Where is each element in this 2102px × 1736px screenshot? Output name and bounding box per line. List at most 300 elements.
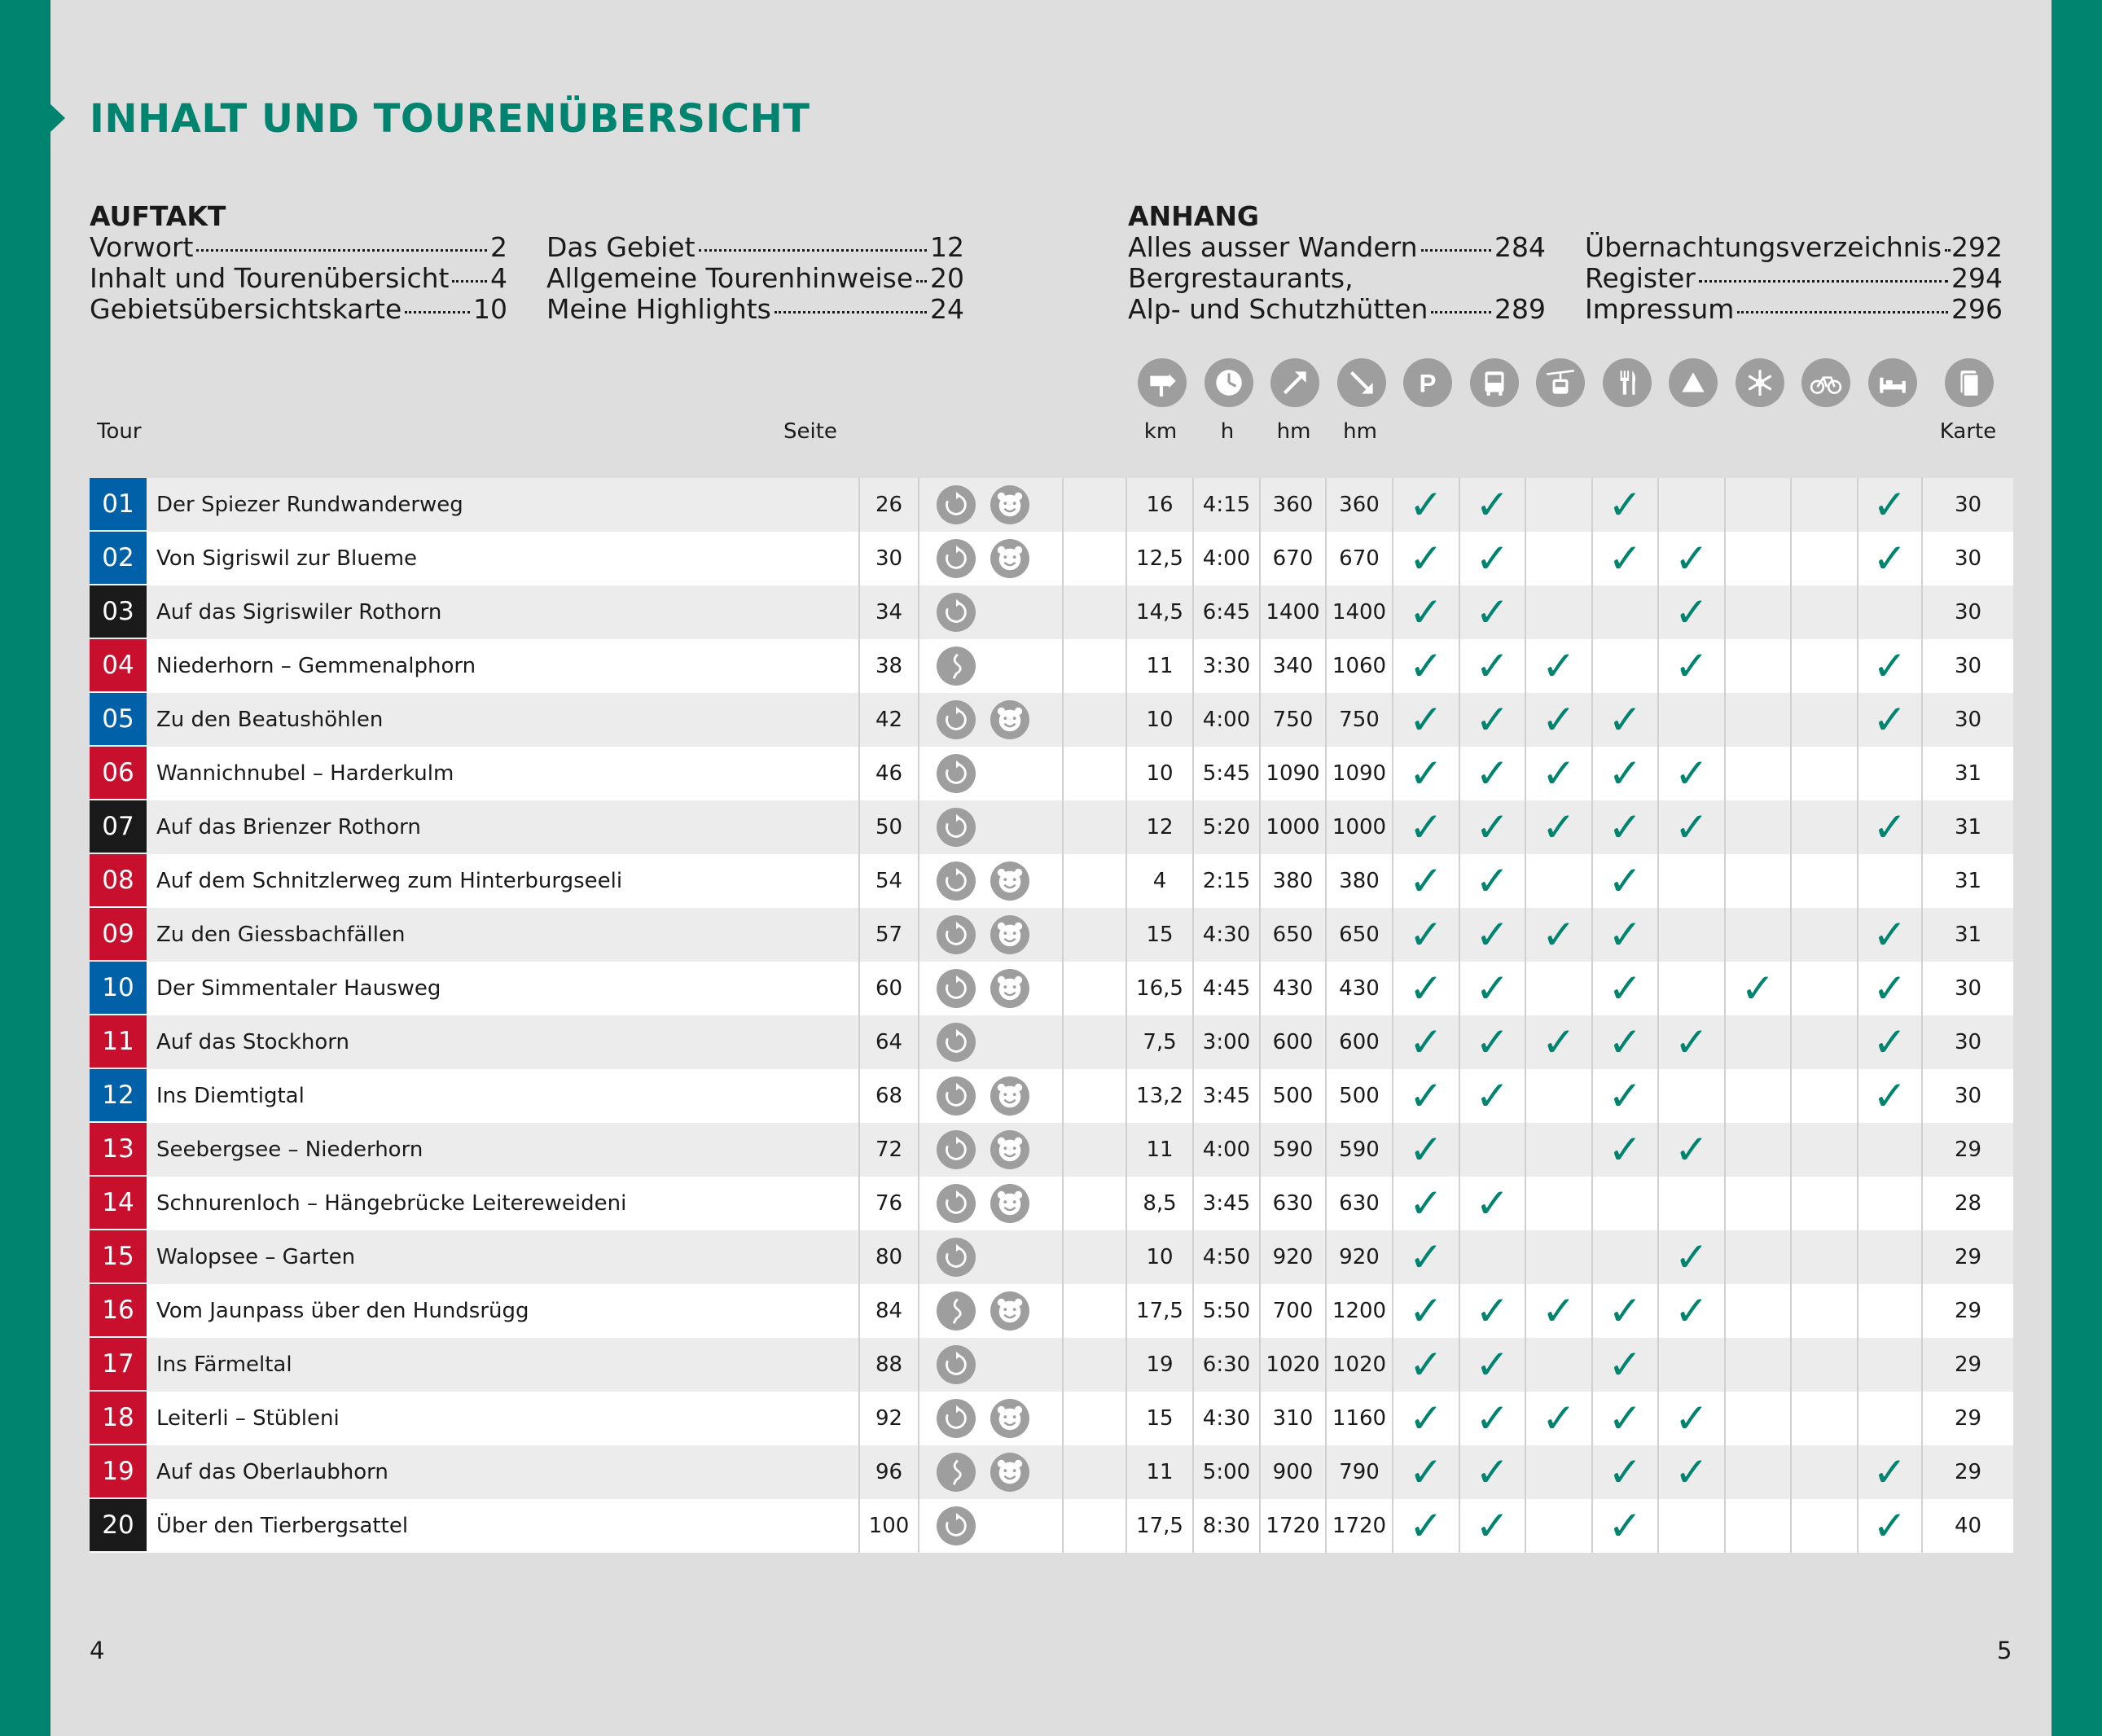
tour-name: Auf das Oberlaubhorn	[156, 1460, 388, 1484]
tour-type-cell	[919, 1392, 1064, 1445]
check-cell	[1393, 962, 1460, 1015]
table-row[interactable]	[90, 1338, 2013, 1392]
check-cell	[1726, 1177, 1792, 1230]
check-cell	[1659, 1499, 1726, 1553]
km-cell: 16,5	[1127, 962, 1194, 1015]
check-cell	[1460, 1392, 1526, 1445]
tour-type-cell	[919, 639, 1064, 693]
km-cell: 10	[1127, 1230, 1194, 1284]
check-cell	[1526, 908, 1593, 962]
blank-cell	[1064, 1445, 1127, 1499]
check-cell	[1726, 1015, 1792, 1069]
table-row[interactable]	[90, 962, 2013, 1015]
tour-name: Seebergsee – Niederhorn	[156, 1138, 423, 1162]
karte-cell: 30	[1954, 976, 1982, 1001]
blank-cell	[1064, 854, 1127, 908]
tour-type-cell	[919, 1230, 1064, 1284]
duration-cell: 3:45	[1194, 1177, 1261, 1230]
descent-cell: 500	[1327, 1069, 1393, 1123]
loop-route-icon	[937, 1506, 976, 1545]
cable-car-icon	[1536, 358, 1585, 407]
table-row[interactable]	[90, 639, 2013, 693]
checkmark-icon: ✓	[1475, 1180, 1510, 1227]
checkmark-icon: ✓	[1674, 750, 1709, 797]
check-cell	[1460, 747, 1526, 800]
check-cell	[1858, 1338, 1923, 1392]
tour-type-cell	[919, 1069, 1064, 1123]
duration-cell: 5:00	[1194, 1445, 1261, 1499]
check-cell	[1792, 1445, 1858, 1499]
checkmark-icon: ✓	[1608, 481, 1643, 528]
checkmark-icon: ✓	[1674, 804, 1709, 851]
seite-cell: 26	[860, 478, 919, 532]
check-cell	[1659, 1284, 1726, 1338]
tour-type-cell	[919, 1123, 1064, 1177]
km-cell: 4	[1127, 854, 1194, 908]
check-cell	[1593, 1445, 1659, 1499]
toc-entry[interactable]: Impressum 296	[1585, 293, 2003, 325]
family-friendly-icon	[990, 1076, 1029, 1116]
check-cell	[1460, 1338, 1526, 1392]
tour-number: 14	[90, 1177, 147, 1229]
check-cell	[1726, 1392, 1792, 1445]
check-cell	[1659, 1069, 1726, 1123]
checkmark-icon: ✓	[1475, 589, 1510, 636]
table-row[interactable]	[90, 1015, 2013, 1069]
toc-entry[interactable]: Gebietsübersichtskarte 10	[90, 293, 507, 325]
descent-cell: 1060	[1327, 639, 1393, 693]
blank-cell	[1064, 747, 1127, 800]
family-friendly-icon	[990, 1184, 1029, 1223]
tour-type-cell	[919, 1015, 1064, 1069]
checkmark-icon: ✓	[1475, 481, 1510, 528]
checkmark-icon: ✓	[1409, 857, 1443, 905]
ascent-cell: 500	[1261, 1069, 1327, 1123]
check-cell	[1593, 639, 1659, 693]
check-cell	[1460, 1177, 1526, 1230]
check-cell	[1393, 1177, 1460, 1230]
check-cell	[1460, 478, 1526, 532]
check-cell	[1593, 1177, 1659, 1230]
check-cell	[1460, 1069, 1526, 1123]
checkmark-icon: ✓	[1409, 535, 1443, 582]
ascent-cell: 430	[1261, 962, 1327, 1015]
checkmark-icon: ✓	[1542, 750, 1576, 797]
seite-cell: 76	[860, 1177, 919, 1230]
seite-cell: 60	[860, 962, 919, 1015]
check-cell	[1726, 532, 1792, 585]
col-header-hm-down: hm	[1343, 419, 1377, 444]
toc-entry[interactable]: Register 294	[1585, 262, 2003, 294]
ascent-cell: 380	[1261, 854, 1327, 908]
auftakt-heading: AUFTAKT	[90, 200, 226, 232]
km-cell: 8,5	[1127, 1177, 1194, 1230]
table-row[interactable]	[90, 693, 2013, 747]
check-cell	[1792, 478, 1858, 532]
duration-cell: 4:00	[1194, 1123, 1261, 1177]
table-row[interactable]	[90, 854, 2013, 908]
tour-name: Der Spiezer Rundwanderweg	[156, 493, 463, 517]
check-cell	[1593, 532, 1659, 585]
checkmark-icon: ✓	[1542, 1287, 1576, 1335]
check-cell	[1526, 747, 1593, 800]
checkmark-icon: ✓	[1872, 1072, 1907, 1120]
checkmark-icon: ✓	[1475, 965, 1510, 1012]
check-cell	[1659, 1338, 1726, 1392]
toc-entry[interactable]: Inhalt und Tourenübersicht 4	[90, 262, 507, 294]
check-cell	[1593, 1392, 1659, 1445]
seite-cell: 100	[860, 1499, 919, 1553]
table-row[interactable]	[90, 1123, 2013, 1177]
duration-cell: 5:50	[1194, 1284, 1261, 1338]
check-cell	[1393, 1069, 1460, 1123]
check-cell	[1858, 1177, 1923, 1230]
blank-cell	[1064, 1230, 1127, 1284]
km-cell: 11	[1127, 1123, 1194, 1177]
checkmark-icon: ✓	[1872, 696, 1907, 743]
check-cell	[1593, 1284, 1659, 1338]
descent-cell: 1720	[1327, 1499, 1393, 1553]
check-cell	[1659, 1230, 1726, 1284]
loop-route-icon	[937, 754, 976, 793]
seite-cell: 64	[860, 1015, 919, 1069]
blank-cell	[1064, 1069, 1127, 1123]
bus-icon	[1470, 358, 1519, 407]
checkmark-icon: ✓	[1409, 750, 1443, 797]
check-cell	[1593, 1499, 1659, 1553]
duration-cell: 5:45	[1194, 747, 1261, 800]
table-row[interactable]	[90, 1177, 2013, 1230]
blank-cell	[1064, 1123, 1127, 1177]
checkmark-icon: ✓	[1608, 1019, 1643, 1066]
check-cell	[1659, 1177, 1726, 1230]
km-cell: 16	[1127, 478, 1194, 532]
checkmark-icon: ✓	[1409, 481, 1443, 528]
ascent-cell: 900	[1261, 1445, 1327, 1499]
checkmark-icon: ✓	[1608, 1126, 1643, 1173]
table-row[interactable]	[90, 800, 2013, 854]
descent-cell: 430	[1327, 962, 1393, 1015]
tour-name: Leiterli – Stübleni	[156, 1406, 340, 1431]
tour-number: 20	[90, 1499, 147, 1551]
check-cell	[1792, 639, 1858, 693]
check-cell	[1526, 1177, 1593, 1230]
checkmark-icon: ✓	[1872, 535, 1907, 582]
ascent-icon	[1270, 358, 1319, 407]
blank-cell	[1064, 1177, 1127, 1230]
table-row[interactable]	[90, 1392, 2013, 1445]
descent-icon	[1337, 358, 1386, 407]
ascent-cell: 600	[1261, 1015, 1327, 1069]
duration-cell: 2:15	[1194, 854, 1261, 908]
check-cell	[1659, 747, 1726, 800]
check-cell	[1460, 693, 1526, 747]
tour-number: 18	[90, 1392, 147, 1444]
descent-cell: 360	[1327, 478, 1393, 532]
checkmark-icon: ✓	[1409, 1449, 1443, 1496]
table-row[interactable]	[90, 1499, 2013, 1553]
signpost-icon	[1138, 358, 1187, 407]
karte-cell: 29	[1954, 1245, 1982, 1269]
karte-cell: 28	[1954, 1191, 1982, 1216]
parking-icon	[1403, 358, 1452, 407]
check-cell	[1792, 1123, 1858, 1177]
check-cell	[1659, 585, 1726, 639]
tour-type-cell	[919, 1284, 1064, 1338]
family-friendly-icon	[990, 915, 1029, 954]
checkmark-icon: ✓	[1475, 696, 1510, 743]
toc-entry[interactable]: Meine Highlights 24	[546, 293, 964, 325]
seite-cell: 46	[860, 747, 919, 800]
checkmark-icon: ✓	[1409, 1341, 1443, 1388]
checkmark-icon: ✓	[1475, 1019, 1510, 1066]
toc-entry[interactable]: Vorwort 2	[90, 231, 507, 263]
one-way-route-icon	[937, 1291, 976, 1330]
karte-cell: 31	[1954, 923, 1982, 947]
duration-cell: 4:45	[1194, 962, 1261, 1015]
check-cell	[1526, 962, 1593, 1015]
karte-cell: 30	[1954, 654, 1982, 678]
check-cell	[1593, 1015, 1659, 1069]
toc-entry[interactable]: Das Gebiet 12	[546, 231, 964, 263]
toc-entry[interactable]: Alp- und Schutzhütten 289	[1128, 293, 1546, 325]
toc-entry[interactable]: Allgemeine Tourenhinweise 20	[546, 262, 964, 294]
table-row[interactable]	[90, 1069, 2013, 1123]
checkmark-icon: ✓	[1872, 642, 1907, 690]
family-friendly-icon	[990, 700, 1029, 739]
duration-cell: 6:30	[1194, 1338, 1261, 1392]
blank-cell	[1064, 693, 1127, 747]
check-cell	[1526, 854, 1593, 908]
check-cell	[1393, 1015, 1460, 1069]
tour-number: 07	[90, 800, 147, 853]
check-cell	[1726, 1499, 1792, 1553]
karte-cell: 30	[1954, 1084, 1982, 1108]
km-cell: 10	[1127, 747, 1194, 800]
check-cell	[1858, 908, 1923, 962]
checkmark-icon: ✓	[1872, 1502, 1907, 1550]
checkmark-icon: ✓	[1674, 1287, 1709, 1335]
check-cell	[1460, 1123, 1526, 1177]
check-cell	[1659, 532, 1726, 585]
duration-cell: 8:30	[1194, 1499, 1261, 1553]
family-friendly-icon	[990, 539, 1029, 578]
checkmark-icon: ✓	[1872, 965, 1907, 1012]
col-header-tour: Tour	[97, 419, 142, 444]
seite-cell: 88	[860, 1338, 919, 1392]
toc-entry-continued[interactable]: Bergrestaurants,	[1128, 262, 1354, 294]
karte-cell: 30	[1954, 600, 1982, 625]
karte-cell: 29	[1954, 1406, 1982, 1431]
tour-type-cell	[919, 1177, 1064, 1230]
duration-cell: 3:30	[1194, 639, 1261, 693]
loop-route-icon	[937, 1023, 976, 1062]
blank-cell	[1064, 1284, 1127, 1338]
table-row[interactable]	[90, 1445, 2013, 1499]
ascent-cell: 310	[1261, 1392, 1327, 1445]
table-row[interactable]	[90, 908, 2013, 962]
check-cell	[1659, 854, 1726, 908]
check-cell	[1460, 585, 1526, 639]
descent-cell: 590	[1327, 1123, 1393, 1177]
loop-route-icon	[937, 1076, 976, 1116]
check-cell	[1460, 854, 1526, 908]
duration-cell: 4:30	[1194, 908, 1261, 962]
table-row[interactable]	[90, 478, 2013, 532]
check-cell	[1858, 585, 1923, 639]
check-cell	[1393, 1230, 1460, 1284]
check-cell	[1526, 1230, 1593, 1284]
descent-cell: 380	[1327, 854, 1393, 908]
loop-route-icon	[937, 1345, 976, 1384]
check-cell	[1792, 1338, 1858, 1392]
tour-number: 19	[90, 1445, 147, 1497]
check-cell	[1659, 800, 1726, 854]
descent-cell: 670	[1327, 532, 1393, 585]
tour-type-cell	[919, 585, 1064, 639]
table-row[interactable]	[90, 532, 2013, 585]
check-cell	[1792, 1177, 1858, 1230]
table-row[interactable]	[90, 1230, 2013, 1284]
tour-number: 01	[90, 478, 147, 530]
tour-type-cell	[919, 908, 1064, 962]
checkmark-icon: ✓	[1475, 1395, 1510, 1442]
check-cell	[1858, 1123, 1923, 1177]
km-cell: 17,5	[1127, 1499, 1194, 1553]
checkmark-icon: ✓	[1475, 857, 1510, 905]
check-cell	[1593, 478, 1659, 532]
check-cell	[1858, 639, 1923, 693]
checkmark-icon: ✓	[1409, 1180, 1443, 1227]
blank-cell	[1064, 532, 1127, 585]
table-row[interactable]	[90, 747, 2013, 800]
tour-table	[90, 478, 2013, 1553]
checkmark-icon: ✓	[1542, 911, 1576, 958]
check-cell	[1393, 478, 1460, 532]
table-row[interactable]	[90, 1284, 2013, 1338]
toc-entry[interactable]: Übernachtungsverzeichnis 292	[1585, 231, 2003, 263]
toc-entry[interactable]: Alles ausser Wandern 284	[1128, 231, 1546, 263]
check-cell	[1858, 478, 1923, 532]
blank-cell	[1064, 478, 1127, 532]
checkmark-icon: ✓	[1409, 1126, 1443, 1173]
check-cell	[1593, 854, 1659, 908]
descent-cell: 790	[1327, 1445, 1393, 1499]
km-cell: 14,5	[1127, 585, 1194, 639]
km-cell: 15	[1127, 908, 1194, 962]
checkmark-icon: ✓	[1542, 1395, 1576, 1442]
check-cell	[1460, 1015, 1526, 1069]
tour-number: 08	[90, 854, 147, 906]
blank-cell	[1064, 800, 1127, 854]
anhang-list-1	[1128, 232, 1546, 325]
tour-number: 09	[90, 908, 147, 960]
loop-route-icon	[937, 969, 976, 1008]
check-cell	[1726, 585, 1792, 639]
karte-cell: 30	[1954, 1030, 1982, 1054]
check-cell	[1593, 1069, 1659, 1123]
check-cell	[1792, 908, 1858, 962]
svg-text:P: P	[1419, 368, 1437, 398]
duration-cell: 5:20	[1194, 800, 1261, 854]
check-cell	[1393, 693, 1460, 747]
clock-icon	[1205, 358, 1253, 407]
checkmark-icon: ✓	[1740, 965, 1775, 1012]
checkmark-icon: ✓	[1608, 1287, 1643, 1335]
checkmark-icon: ✓	[1608, 857, 1643, 905]
check-cell	[1792, 532, 1858, 585]
bike-icon	[1801, 358, 1850, 407]
check-cell	[1726, 1284, 1792, 1338]
check-cell	[1792, 1392, 1858, 1445]
check-cell	[1393, 1338, 1460, 1392]
check-cell	[1726, 1123, 1792, 1177]
checkmark-icon: ✓	[1608, 1072, 1643, 1120]
check-cell	[1593, 693, 1659, 747]
ascent-cell: 1020	[1261, 1338, 1327, 1392]
check-cell	[1858, 1230, 1923, 1284]
check-cell	[1460, 1230, 1526, 1284]
checkmark-icon: ✓	[1872, 1449, 1907, 1496]
tour-name: Über den Tierbergsattel	[156, 1514, 409, 1538]
check-cell	[1726, 1338, 1792, 1392]
family-friendly-icon	[990, 1399, 1029, 1438]
col-header-h: h	[1220, 419, 1235, 444]
checkmark-icon: ✓	[1475, 911, 1510, 958]
karte-cell: 40	[1954, 1514, 1982, 1538]
descent-cell: 1200	[1327, 1284, 1393, 1338]
col-header-karte: Karte	[1939, 419, 1997, 444]
checkmark-icon: ✓	[1542, 642, 1576, 690]
checkmark-icon: ✓	[1872, 911, 1907, 958]
check-cell	[1393, 747, 1460, 800]
check-cell	[1659, 1445, 1726, 1499]
ascent-cell: 1400	[1261, 585, 1327, 639]
tour-name: Von Sigriswil zur Blueme	[156, 546, 418, 571]
check-cell	[1858, 1069, 1923, 1123]
checkmark-icon: ✓	[1608, 1502, 1643, 1550]
ascent-cell: 750	[1261, 693, 1327, 747]
check-cell	[1792, 854, 1858, 908]
checkmark-icon: ✓	[1674, 1395, 1709, 1442]
anhang-heading: ANHANG	[1128, 200, 1260, 232]
check-cell	[1726, 747, 1792, 800]
tour-type-cell	[919, 693, 1064, 747]
checkmark-icon: ✓	[1409, 696, 1443, 743]
loop-route-icon	[937, 1130, 976, 1169]
loop-route-icon	[937, 808, 976, 847]
tour-number: 17	[90, 1338, 147, 1390]
check-cell	[1726, 478, 1792, 532]
check-cell	[1526, 478, 1593, 532]
page-title: INHALT UND TOURENÜBERSICHT	[90, 96, 810, 142]
checkmark-icon: ✓	[1409, 642, 1443, 690]
loop-route-icon	[937, 861, 976, 901]
col-header-km: km	[1143, 419, 1178, 444]
blank-cell	[1064, 1015, 1127, 1069]
checkmark-icon: ✓	[1475, 1287, 1510, 1335]
family-friendly-icon	[990, 1130, 1029, 1169]
check-cell	[1858, 854, 1923, 908]
table-row[interactable]	[90, 585, 2013, 639]
descent-cell: 1090	[1327, 747, 1393, 800]
duration-cell: 6:45	[1194, 585, 1261, 639]
checkmark-icon: ✓	[1542, 696, 1576, 743]
seite-cell: 38	[860, 639, 919, 693]
page-number-right: 5	[1997, 1637, 2012, 1664]
tour-type-cell	[919, 854, 1064, 908]
family-friendly-icon	[990, 861, 1029, 901]
